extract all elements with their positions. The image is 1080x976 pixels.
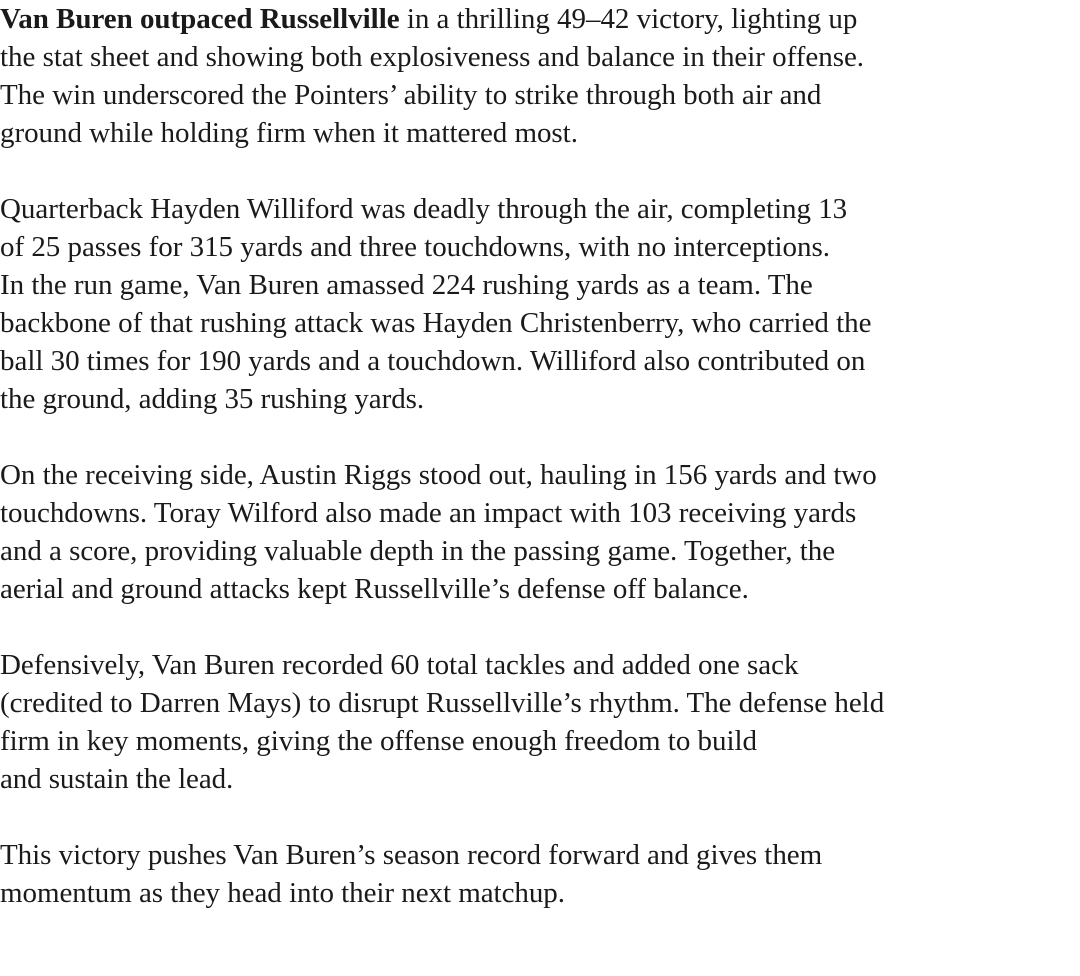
article-paragraph-4 [0,646,1080,798]
paragraph-line: ball 30 times for 190 yards and a touchdown. Williford also contributed on [0,345,866,377]
lead-line-text: in a thrilling 49–42 victory, lighting up [399,3,858,35]
paragraph-line: backbone of that rushing attack was Hayden Christenberry, who carried the [0,307,872,339]
paragraph-line: On the receiving side, Austin Riggs stood out, hauling in 156 yards and two [0,459,877,491]
paragraph-line: This victory pushes Van Buren’s season record forward and gives them [0,839,823,871]
paragraph-line: ground while holding firm when it mattered most. [0,117,578,149]
article-paragraph-1 [0,0,1080,152]
paragraph-line: touchdowns. Toray Wilford also made an impact with 103 receiving yards [0,497,857,529]
paragraph-line: In the run game, Van Buren amassed 224 rushing yards as a team. The [0,269,813,301]
paragraph-line: and a score, providing valuable depth in the passing game. Together, the [0,535,836,567]
paragraph-line: The win underscored the Pointers’ ability to strike through both air and [0,79,822,111]
paragraph-line: Defensively, Van Buren recorded 60 total tackles and added one sack [0,649,799,681]
paragraph-line: and sustain the lead. [0,763,234,795]
article-paragraph-5 [0,836,1080,912]
paragraph-line [0,0,1080,38]
paragraph-line: of 25 passes for 315 yards and three touchdowns, with no interceptions. [0,231,830,263]
lead-bold-text: Van Buren outpaced Russellville [0,3,400,35]
article-paragraph-2 [0,190,1080,418]
paragraph-line: momentum as they head into their next matchup. [0,877,565,909]
paragraph-line: (credited to Darren Mays) to disrupt Russellville’s rhythm. The defense held [0,687,885,719]
paragraph-line: the ground, adding 35 rushing yards. [0,383,425,415]
paragraph-line: aerial and ground attacks kept Russellville’s defense off balance. [0,573,749,605]
article-paragraph-3 [0,456,1080,608]
paragraph-line: firm in key moments, giving the offense enough freedom to build [0,725,757,757]
paragraph-line: the stat sheet and showing both explosiveness and balance in their offense. [0,41,865,73]
paragraph-line: Quarterback Hayden Williford was deadly through the air, completing 13 [0,193,848,225]
